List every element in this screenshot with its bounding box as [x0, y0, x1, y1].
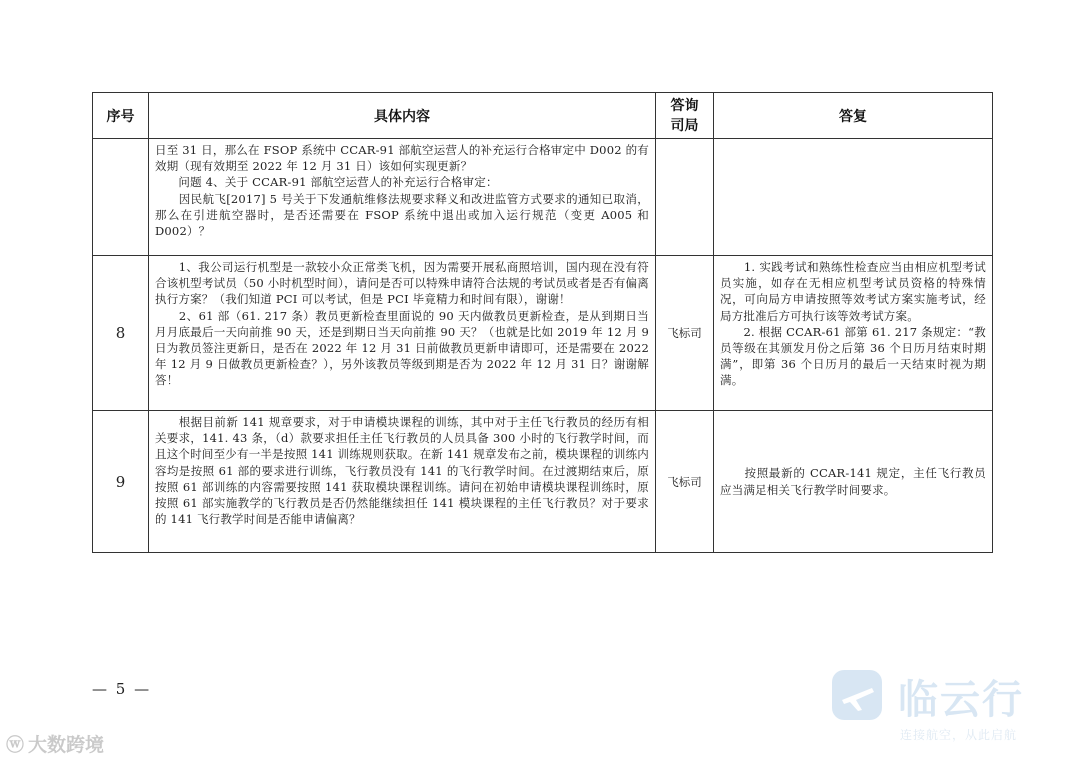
table-row [93, 411, 993, 553]
row-reply [714, 139, 993, 256]
weibo-logo-icon: ⓦ [6, 734, 24, 756]
watermark-left [6, 730, 104, 757]
table-row [93, 139, 993, 256]
row-content [149, 411, 656, 553]
row-content [149, 139, 656, 256]
row-content-text: 日至 31 日，那么在 FSOP 系统中 CCAR-91 部航空运营人的补充运行合格审定中 D002 的有效期（现有效期至 2022 年 12 月 31 日）该如何实现更新？ 问题 4、关于 CCAR-91 部航空运营人的补充运行合格审定： 因民航飞[2017] 5 号关于下发通航维修法规要求释义和改进监管方式要求的通知已取消，那么在引进航空器时，是否还需要在 FSOP 系统中退出或加入运行规范（变更 A005 和 D002）？ [155, 143, 649, 239]
row-seq: 9 [93, 411, 149, 553]
table-header-row [93, 93, 993, 139]
row-content-text: 根据目前新 141 规章要求，对于申请模块课程的训练，其中对于主任飞行教员的经历有相关要求，141. 43 条，（d）款要求担任主任飞行教员的人员具备 300 小时的飞行教学时间，而且这个时间至少有一半是按照 141 训练规则获取。在新 141 规章发布之前，模块课程的训练内容均是按照 61 部的要求进行训练，飞行教员没有 141 的飞行教学时间。在过渡期结束后，原按照 61 部训练的内容需要按照 141 获取模块课程训练。请问在初始申请模块课程训练时，原按照 61 部实施教学的飞行教员是否仍然能继续担任 141 模块课程的主任飞行教员？对于要求的 141 飞行教学时间是否能申请偏离？ [155, 415, 649, 527]
row-dept: 飞标司 [656, 256, 714, 411]
row-seq [93, 139, 149, 256]
watermark-slogan: 连接航空，从此启航 [900, 728, 1018, 742]
row-seq: 8 [93, 256, 149, 411]
watermark-left-text: 大数跨境 [28, 734, 105, 756]
watermark-brand: 临云行 [898, 677, 1024, 723]
header-seq: 序号 [93, 93, 149, 139]
row-reply-text: 按照最新的 CCAR-141 规定，主任飞行教员应当满足相关飞行教学时间要求。 [720, 466, 986, 497]
row-dept: 飞标司 [656, 411, 714, 553]
header-dept-label: 答询 司局 [670, 97, 699, 134]
row-reply [714, 411, 993, 553]
airplane-logo-icon [832, 670, 882, 720]
row-content [149, 256, 656, 411]
row-content-text: 1、我公司运行机型是一款较小众正常类飞机，因为需要开展私商照培训，国内现在没有符合该机型考试员（50 小时机型时间），请问是否可以特殊申请符合法规的考试员或者是否有偏离执行方案？（我们知道 PCI 可以考试，但是 PCI 毕竟精力和时间有限），谢谢！ 2、61 部（61. 217 条）教员更新检查里面说的 90 天内做教员更新检查，是从到期日当月月底最后一天向前推 90 天，还是到期日当天向前推 90 天？（也就是比如 2019 年 12 月 9 日为教员签注更新日，是否在 2022 年 12 月 31 日前做教员更新申请即可，还是需要在 2022 年 12 月 9 日做教员更新检查？），另外该教员等级到期是否为 2022 年 12 月 31 日？谢谢解答！ [155, 260, 649, 388]
row-reply [714, 256, 993, 411]
row-reply-text: 1. 实践考试和熟练性检查应当由相应机型考试员实施，如存在无相应机型考试员资格的特殊情况，可向局方申请按照等效考试方案实施考试，经局方批准后方可执行该等效考试方案。 2. 根据 CCAR-61 部第 61. 217 条规定：“教员等级在其颁发月份之后第 36 个日历月结束时期满”，即第 36 个日历月的最后一天结束时视为期满。 [720, 260, 986, 388]
header-reply: 答复 [714, 93, 993, 139]
watermark-right [832, 668, 1072, 748]
header-content: 具体内容 [149, 93, 656, 139]
row-dept [656, 139, 714, 256]
consultation-table [92, 92, 993, 553]
row-reply-text [714, 139, 992, 145]
table-row [93, 256, 993, 411]
header-dept [656, 93, 714, 139]
page-number: — 5 — [92, 680, 152, 698]
